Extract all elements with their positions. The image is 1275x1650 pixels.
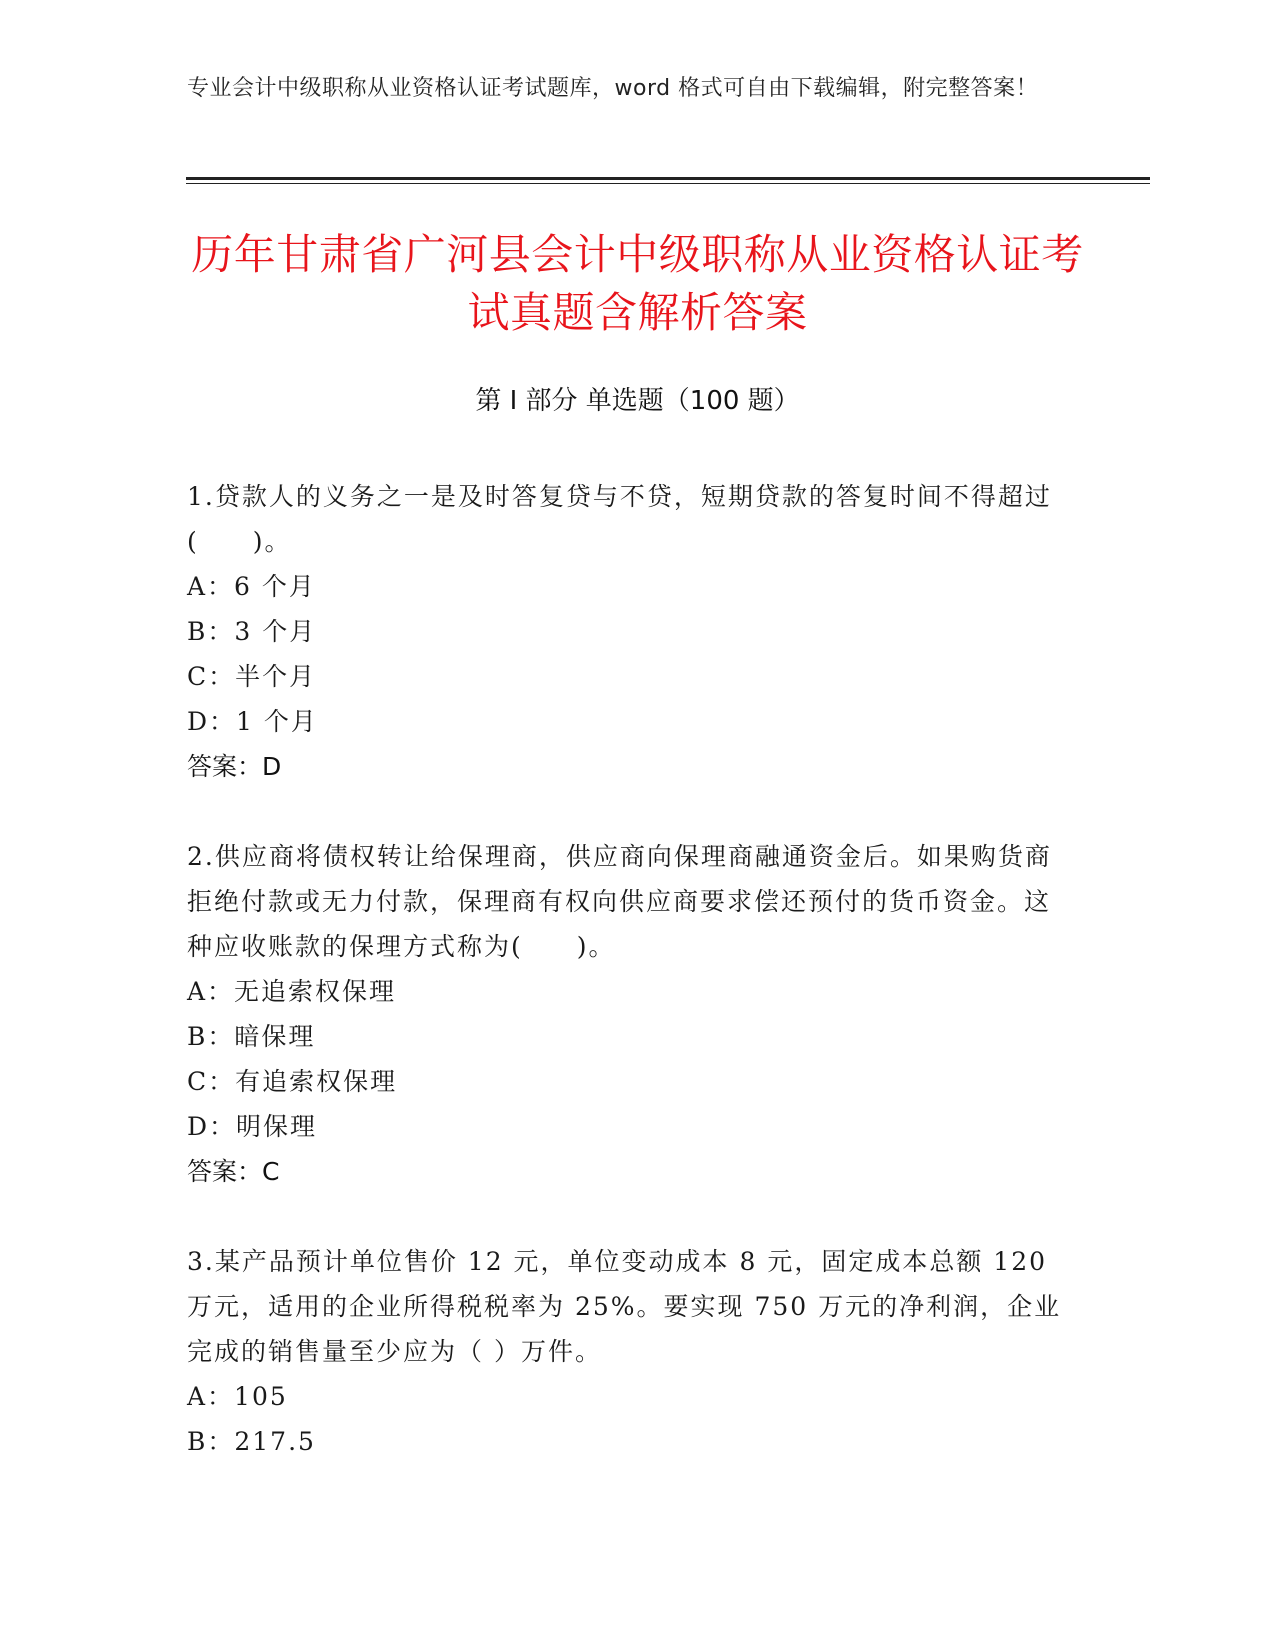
option-a: A：6 个月 xyxy=(187,572,316,601)
option-a: A：105 xyxy=(187,1382,288,1411)
header-divider-thick xyxy=(186,177,1150,180)
header-note: 专业会计中级职称从业资格认证考试题库，word 格式可自由下载编辑，附完整答案！ xyxy=(187,76,1039,101)
answer: 答案：D xyxy=(187,752,282,781)
section-title: 第 I 部分 单选题（100 题） xyxy=(475,386,800,416)
question-1 xyxy=(187,474,1077,789)
answer: 答案：C xyxy=(187,1157,280,1186)
question-3 xyxy=(187,1239,1077,1464)
question-stem: 3.某产品预计单位售价 12 元，单位变动成本 8 元，固定成本总额 120 万元，适用的企业所得税税率为 25%。要实现 750 万元的净利润，企业完成的销售量至少应为（ ）万件。 xyxy=(187,1247,1062,1366)
header-divider-thin xyxy=(186,183,1150,184)
question-stem: 1.贷款人的义务之一是及时答复贷与不贷，短期贷款的答复时间不得超过( )。 xyxy=(187,482,1052,556)
option-b: B：暗保理 xyxy=(187,1022,316,1051)
option-a: A：无追索权保理 xyxy=(187,977,397,1006)
document-title: 历年甘肃省广河县会计中级职称从业资格认证考试真题含解析答案 xyxy=(191,230,1084,337)
option-d: D：明保理 xyxy=(187,1112,318,1141)
option-c: C：半个月 xyxy=(187,662,317,691)
question-stem: 2.供应商将债权转让给保理商，供应商向保理商融通资金后。如果购货商拒绝付款或无力付款，保理商有权向供应商要求偿还预付的货币资金。这种应收账款的保理方式称为( )。 xyxy=(187,842,1052,961)
question-2 xyxy=(187,834,1077,1194)
question-list xyxy=(187,474,1077,1509)
option-c: C：有追索权保理 xyxy=(187,1067,398,1096)
option-b: B：217.5 xyxy=(187,1427,316,1456)
option-b: B：3 个月 xyxy=(187,617,317,646)
option-d: D：1 个月 xyxy=(187,707,318,736)
